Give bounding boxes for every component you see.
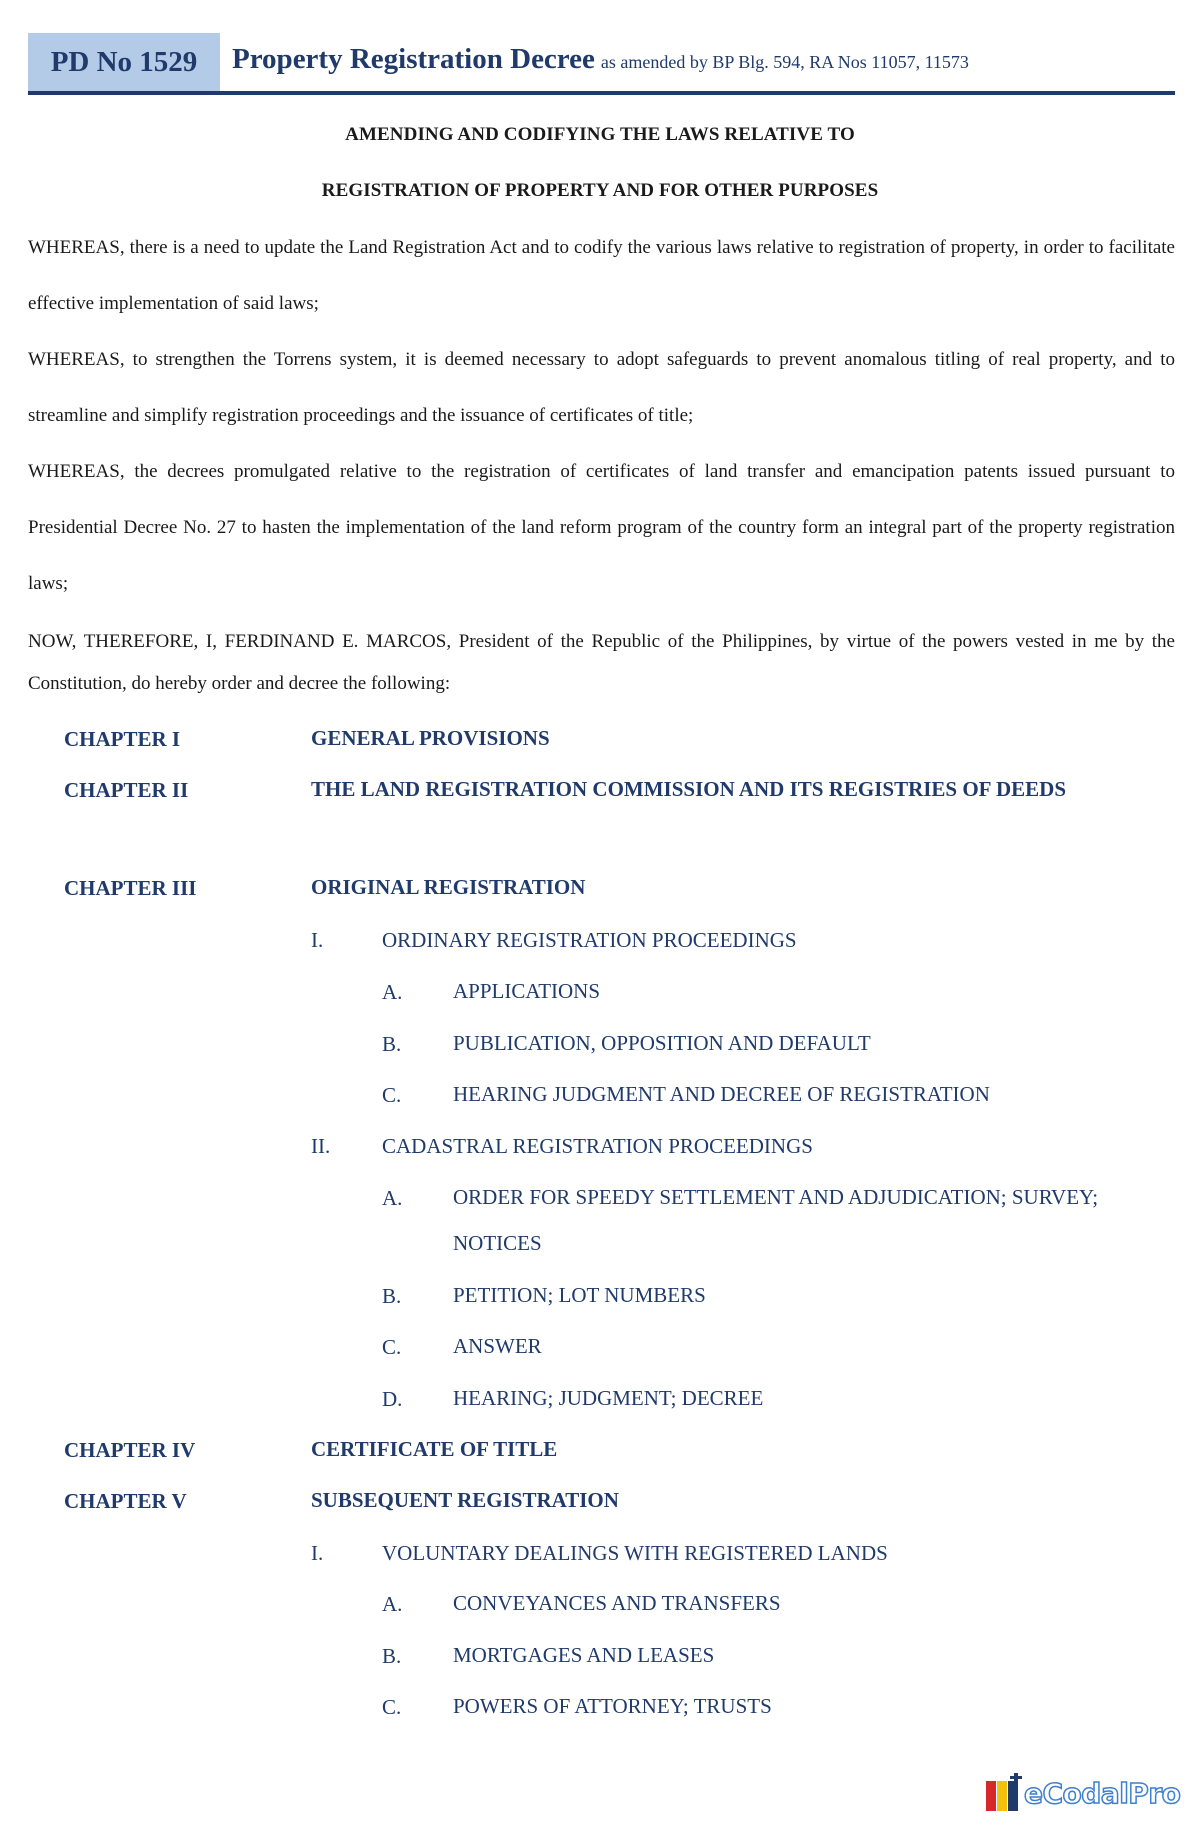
chapter-2-title[interactable]: THE LAND REGISTRATION COMMISSION AND ITS REGISTRIES OF DEEDS: [311, 777, 1067, 801]
ch3-section-2-number: II.: [311, 1134, 331, 1158]
preamble-paragraph-1: WHEREAS, there is a need to update the Land Registration Act and to codify the various laws relative to registration of property, in order to facilitate effective implementation of said laws;: [28, 237, 1175, 314]
heading-line-1: AMENDING AND CODIFYING THE LAWS RELATIVE TO: [345, 124, 855, 145]
chapter-5-label[interactable]: CHAPTER V: [64, 1489, 187, 1513]
ch5-s1-item-b-title[interactable]: MORTGAGES AND LEASES: [453, 1643, 715, 1667]
book-flag-icon: [984, 1773, 1024, 1813]
ch3-s1-item-b-title[interactable]: PUBLICATION, OPPOSITION AND DEFAULT: [453, 1031, 871, 1055]
logo-text: eCodalPro: [1024, 1777, 1181, 1810]
preamble-paragraph-3: WHEREAS, the decrees promulgated relative to the registration of certificates of land transfer and emancipation patents issued pursuant to Presidential Decree No. 27 to hasten the implementation of the land reform program of the country form an integral part of the property registration laws;: [28, 461, 1175, 594]
ch3-s2-item-d-title[interactable]: HEARING; JUDGMENT; DECREE: [453, 1386, 764, 1410]
ch3-s1-item-a-number: A.: [382, 980, 403, 1004]
logo-red-bar: [986, 1781, 996, 1811]
chapter-1-title[interactable]: GENERAL PROVISIONS: [311, 726, 550, 750]
chapter-1-label[interactable]: CHAPTER I: [64, 727, 181, 751]
ecodalpro-logo: [984, 1773, 1181, 1817]
ch5-s1-item-b-number: B.: [382, 1644, 402, 1668]
ch3-s2-item-a-title[interactable]: ORDER FOR SPEEDY SETTLEMENT AND ADJUDICATION; SURVEY; NOTICES: [453, 1185, 1099, 1255]
ch5-s1-item-a-title[interactable]: CONVEYANCES AND TRANSFERS: [453, 1591, 781, 1615]
ch3-section-2-title[interactable]: CADASTRAL REGISTRATION PROCEEDINGS: [382, 1134, 813, 1158]
document-header: [28, 33, 1175, 95]
ch3-s1-item-c-title[interactable]: HEARING JUDGMENT AND DECREE OF REGISTRATION: [453, 1082, 990, 1106]
logo-yellow-bar: [997, 1781, 1007, 1811]
chapter-5-title[interactable]: SUBSEQUENT REGISTRATION: [311, 1488, 619, 1512]
ch3-section-1-number: I.: [311, 928, 324, 952]
ch3-s2-item-b-number: B.: [382, 1284, 402, 1308]
logo-blue-bar: [1008, 1781, 1018, 1811]
ch3-s1-item-a-title[interactable]: APPLICATIONS: [453, 979, 601, 1003]
pd-number-badge: PD No 1529: [28, 33, 220, 91]
heading-line-2: REGISTRATION OF PROPERTY AND FOR OTHER PURPOSES: [321, 180, 879, 201]
ch3-s2-item-c-title[interactable]: ANSWER: [453, 1334, 542, 1358]
ch5-section-1-title[interactable]: VOLUNTARY DEALINGS WITH REGISTERED LANDS: [382, 1541, 888, 1565]
ch3-s2-item-a-number: A.: [382, 1186, 403, 1210]
preamble-paragraph-4: NOW, THEREFORE, I, FERDINAND E. MARCOS, President of the Republic of the Philippines, by virtue of the powers vested in me by the Constitution, do hereby order and decree the following:: [28, 631, 1175, 694]
preamble-paragraph-2: WHEREAS, to strengthen the Torrens system, it is deemed necessary to adopt safeguards to prevent anomalous titling of real property, and to streamline and simplify registration proceedings and the issuance of certificates of title;: [28, 349, 1175, 426]
document-subtitle: as amended by BP Blg. 594, RA Nos 11057, 11573: [600, 52, 969, 72]
ch3-s1-item-b-number: B.: [382, 1032, 402, 1056]
ch5-s1-item-c-number: C.: [382, 1695, 402, 1719]
chapter-3-title[interactable]: ORIGINAL REGISTRATION: [311, 875, 586, 899]
ch3-section-1-title[interactable]: ORDINARY REGISTRATION PROCEEDINGS: [382, 928, 797, 952]
ch5-s1-item-a-number: A.: [382, 1592, 403, 1616]
ch3-s2-item-b-title[interactable]: PETITION; LOT NUMBERS: [453, 1283, 706, 1307]
ch5-section-1-number: I.: [311, 1541, 324, 1565]
ch3-s2-item-d-number: D.: [382, 1387, 403, 1411]
title-line: [232, 43, 969, 76]
chapter-4-label[interactable]: CHAPTER IV: [64, 1438, 196, 1462]
document-title: Property Registration Decree: [232, 43, 595, 75]
ch3-s2-item-c-number: C.: [382, 1335, 402, 1359]
chapter-4-title[interactable]: CERTIFICATE OF TITLE: [311, 1437, 558, 1461]
chapter-2-label[interactable]: CHAPTER II: [64, 778, 189, 802]
header-rule: [28, 91, 1175, 95]
ch5-s1-item-c-title[interactable]: POWERS OF ATTORNEY; TRUSTS: [453, 1694, 772, 1718]
chapter-3-label[interactable]: CHAPTER III: [64, 876, 197, 900]
ch3-s1-item-c-number: C.: [382, 1083, 402, 1107]
